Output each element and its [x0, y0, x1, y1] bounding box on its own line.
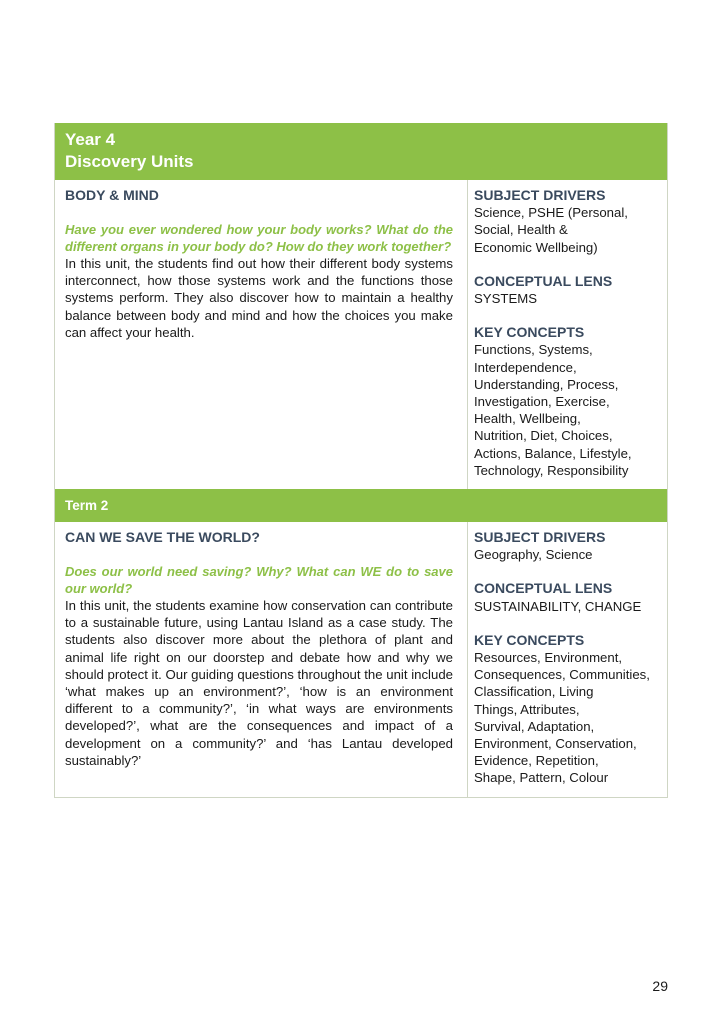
unit-title: CAN WE SAVE THE WORLD? [65, 529, 260, 546]
unit-description-cell [55, 180, 468, 489]
subject-drivers-value: Geography, Science [474, 547, 593, 563]
unit-title: BODY & MIND [65, 187, 159, 203]
unit-description-cell [55, 522, 468, 797]
header-title: Discovery Units [65, 152, 194, 171]
unit-guiding-question: Does our world need saving? Why? What can WE do to save our world? [65, 564, 453, 597]
term-label: Term 2 [55, 489, 667, 522]
key-concepts-label: KEY CONCEPTS [474, 324, 585, 341]
unit-row-body-mind [55, 180, 667, 489]
unit-concepts-cell [468, 522, 667, 797]
table-header [55, 123, 667, 180]
unit-guiding-question: Have you ever wondered how your body works? What do the different organs in your body do? How do they work together? [65, 222, 453, 254]
unit-description: In this unit, the students examine how conservation can contribute to a sustainable future, using Lantau Island as a case study. The students also discover more about the plethora of plant and animal life right on our doorstep and debate how and why we should protect it. Our guiding questions throughout the unit include ‘what makes up an environment?’, ‘how is an environment different to a community?’, ‘in what ways are environments developed?’, what are the consequences and impact of a development on a community?’ and ‘has Lantau developed sustainably?’ [65, 598, 453, 768]
unit-description: In this unit, the students find out how their different body systems interconnect, how those systems work and the functions those systems perform. They also discover how to maintain a healthy balance between body and mind and how the choices you make can affect your health. [65, 256, 453, 340]
subject-drivers-value: Science, PSHE (Personal, Social, Health & Economic Wellbeing) [474, 205, 628, 255]
page-number: 29 [652, 978, 668, 994]
conceptual-lens-label: CONCEPTUAL LENS [474, 580, 613, 597]
conceptual-lens-value: SUSTAINABILITY, CHANGE [474, 598, 642, 614]
unit-concepts-cell [468, 180, 667, 489]
subject-drivers-label: SUBJECT DRIVERS [474, 187, 606, 203]
discovery-units-table [54, 123, 668, 798]
conceptual-lens-label: CONCEPTUAL LENS [474, 272, 613, 289]
header-year: Year 4 [65, 130, 116, 149]
conceptual-lens-value: SYSTEMS [474, 291, 538, 307]
unit-row-save-world [55, 522, 667, 797]
subject-drivers-label: SUBJECT DRIVERS [474, 529, 606, 546]
key-concepts-label: KEY CONCEPTS [474, 631, 585, 648]
key-concepts-value: Resources, Environment, Consequences, Communities, Classification, Living Things, Attributes, Survival, Adaptation, Environment, Conservation, Evidence, Repetition, Shape, Pattern, Colour [474, 650, 650, 786]
key-concepts-value: Functions, Systems, Interdependence, Understanding, Process, Investigation, Exercise, Health, Wellbeing, Nutrition, Diet, Choices, Actions, Balance, Lifestyle, Technology, Responsibility [474, 342, 632, 478]
